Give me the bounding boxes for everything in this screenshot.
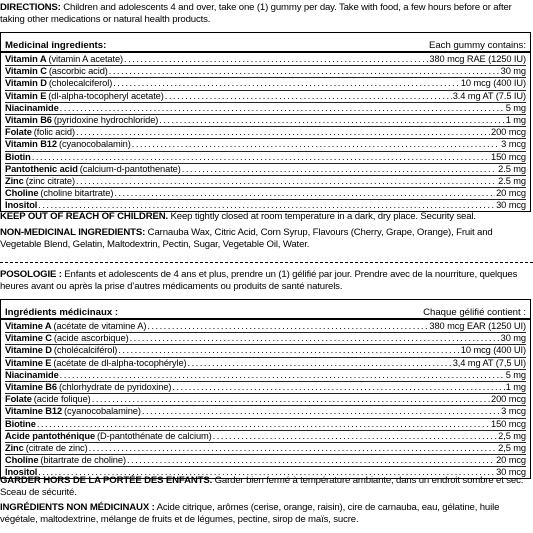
ingredient-name: Folate [5,127,32,138]
ingredient-row [5,115,526,127]
ingredient-amount: 3 mcg [501,139,526,150]
ingredient-name: Niacinamide [5,102,59,113]
leader-dots [172,382,504,393]
leader-dots [188,358,452,369]
ingredient-amount: 2.5 mg [498,163,526,174]
language-divider [0,262,533,263]
leader-dots [182,164,497,175]
ingredient-source: (acétate de dl-alpha-tocophéryle) [53,357,187,368]
leader-dots [32,152,490,163]
ingredient-name: Vitamin E [5,90,47,101]
ingredient-amount: 3,4 mg AT (7,5 UI) [452,357,526,368]
ingredient-row [5,333,526,345]
ingredient-amount: 380 mcg RAE (1250 IU) [429,54,526,64]
ingredient-name: Vitamin B6 [5,114,52,125]
ingredient-row [5,139,526,151]
leader-dots [76,176,497,187]
ingredient-amount: 380 mcg EAR (1250 UI) [429,321,526,331]
table-header-en [1,33,530,53]
ingredient-name: Vitamine B12 [5,406,63,417]
ingredient-amount: 10 mcg (400 IU) [460,78,526,89]
ingredient-source: (calcium-d-pantothenate) [79,163,181,174]
ingredient-name: Vitamine E [5,357,52,368]
ingredient-source: (acétate de vitamine A) [53,321,147,331]
leader-dots [132,139,500,150]
ingredient-source: (pyridoxine hydrochloride) [53,114,159,125]
ingredient-source: (cholecalciferol) [48,78,113,89]
ingredient-amount: 2,5 mg [498,442,526,453]
ingredient-row [5,54,526,66]
leader-dots [60,103,505,114]
ingredient-amount: 30 mg [500,66,526,77]
ingredient-name: Folate [5,394,32,405]
directions-fr [0,269,531,293]
directions-en [0,2,531,26]
ingredient-row [5,443,526,455]
leader-dots [124,54,428,65]
non-medicinal-en [0,227,531,251]
keep-label-fr: GARDER HORS DE LA PORTÉE DES ENFANTS. [0,475,213,486]
keep-text-en: Keep tightly closed at room temperature in a dark, dry place. Security seal. [168,211,476,222]
table-header-right-en: Each gummy contains: [428,40,526,51]
ingredient-source: (ascorbic acid) [48,66,108,77]
ingredient-source: (zinc citrate) [25,175,75,186]
ingredient-source: (D-pantothénate de calcium) [97,430,212,441]
ingredient-name: Choline [5,188,39,199]
ingredient-row [5,66,526,78]
leader-dots [38,200,495,211]
ingredient-row [5,103,526,115]
ingredient-row [5,419,526,431]
ingredient-row [5,321,526,333]
ingredient-amount: 1 mg [505,381,526,392]
ingredient-source: (chlorhydrate de pyridoxine) [58,381,172,392]
ingredient-name: Vitamin D [5,78,47,89]
ingredient-row [5,78,526,90]
medicinal-ingredients-table-en [0,32,531,212]
ingredient-row [5,370,526,382]
ingredient-name: Pantothenic acid [5,163,78,174]
ingredient-name: Vitamin C [5,66,47,77]
ingredient-amount: 10 mcg (400 UI) [460,345,526,356]
leader-dots [114,188,495,199]
ingredient-row [5,358,526,370]
leader-dots [92,394,490,405]
keep-label-en: KEEP OUT OF REACH OF CHILDREN. [0,211,169,222]
directions-label-en: DIRECTIONS: [0,2,61,13]
ingredient-row [5,394,526,406]
ingredient-amount: 20 mcg [496,188,526,199]
ingredient-amount: 30 mg [500,333,526,344]
ingredient-source: (acide folique) [33,394,91,405]
leader-dots [109,66,500,77]
leader-dots [37,419,490,430]
ingredient-row [5,345,526,357]
ingredient-amount: 200 mcg [491,394,526,405]
leader-dots [60,370,505,381]
ingredient-name: Inositol [5,200,38,211]
leader-dots [127,455,495,466]
leader-dots [165,91,452,102]
ingredient-source: (vitamin A acetate) [48,54,124,64]
ingredient-source: (folic acid) [33,127,75,138]
ingredient-amount: 150 mcg [491,418,526,429]
ingredient-row [5,406,526,418]
ingredient-source: (cholécalciférol) [53,345,118,356]
ingredient-name: Inositol [5,467,38,478]
ingredient-amount: 20 mcg [496,455,526,466]
non-medicinal-fr [0,502,531,526]
ingredient-row [5,91,526,103]
leader-dots [142,406,500,417]
directions-text-en: Children and adolescents 4 and over, take one (1) gummy per day. Take with food, a few hours before or after taking other medications or natural health products. [0,2,512,25]
ingredient-name: Zinc [5,175,24,186]
ingredient-name: Vitamine C [5,333,52,344]
ingredient-amount: 30 mcg [496,467,526,478]
ingredient-amount: 3.4 mg AT (7.5 IU) [452,90,526,101]
ingredient-source: (bitartrate de choline) [40,455,126,466]
ingredient-row [5,176,526,188]
ingredient-amount: 2,5 mg [498,430,526,441]
ingredient-row [5,200,526,211]
table-header-right-fr: Chaque gélifié contient : [423,307,526,318]
ingredient-name: Biotin [5,151,31,162]
ingredient-name: Vitamin B12 [5,139,57,150]
ingredient-row [5,382,526,394]
ingredient-name: Vitamine B6 [5,381,57,392]
nonmed-text-fr: Acide citrique, arômes (cerise, orange, raisin), cire de carnauba, eau, gélatine, huile végétale, maltodextrine, mélange de fruits et de légumes, pectine, sirop de maïs, sucre. [0,502,500,525]
ingredient-name: Acide pantothénique [5,430,96,441]
ingredient-name: Niacinamide [5,369,59,380]
keep-out-en [0,211,531,223]
leader-dots [130,333,500,344]
nonmed-text-en: Carnauba Wax, Citric Acid, Corn Syrup, Flavours (Cherry, Grape, Orange), Fruit and Vegetable Blend, Gelatin, Maltodextrin, Pectin, Sugar, Vegetable Oil, Water. [0,227,493,250]
ingredient-name: Biotine [5,418,36,429]
ingredient-amount: 5 mg [505,102,526,113]
ingredient-amount: 200 mcg [491,127,526,138]
leader-dots [147,321,428,332]
ingredient-rows-fr [1,320,530,478]
ingredient-name: Vitamine D [5,345,52,356]
ingredient-source: (cyanocobalamin) [58,139,131,150]
ingredient-amount: 150 mcg [491,151,526,162]
ingredient-name: Vitamine A [5,321,52,331]
ingredient-amount: 5 mg [505,369,526,380]
ingredient-amount: 3 mcg [501,406,526,417]
nonmed-label-fr: INGRÉDIENTS NON MÉDICINAUX : [0,502,155,513]
ingredient-source: (dl-alpha-tocopheryl acetate) [48,90,164,101]
table-header-left-fr: Ingrédients médicinaux : [5,307,119,318]
ingredient-amount: 1 mg [505,114,526,125]
leader-dots [76,127,490,138]
ingredient-row [5,455,526,467]
ingredient-name: Choline [5,455,39,466]
leader-dots [213,431,498,442]
ingredient-name: Zinc [5,442,24,453]
leader-dots [89,443,498,454]
ingredient-name: Vitamin A [5,54,47,64]
leader-dots [113,78,460,89]
directions-label-fr: POSOLOGIE : [0,269,62,280]
ingredient-amount: 30 mcg [496,200,526,211]
ingredient-source: (choline bitartrate) [40,188,114,199]
ingredient-row [5,127,526,139]
directions-text-fr: Enfants et adolescents de 4 ans et plus, prendre un (1) gélifié par jour. Prendre avec de la nourriture, quelques heures avant ou après la prise d’autres médicaments ou produits de santé naturels. [0,269,518,292]
keep-out-fr [0,475,531,499]
ingredient-source: (cyanocobalamine) [64,406,141,417]
ingredient-row [5,431,526,443]
ingredient-source: (citrate de zinc) [25,442,88,453]
keep-text-fr: Garder bien fermé à température ambiante, dans un endroit sombre et sec. Sceau de sécurité. [0,475,524,498]
nonmed-label-en: NON-MEDICINAL INGREDIENTS: [0,227,146,238]
medicinal-ingredients-table-fr [0,299,531,479]
leader-dots [159,115,504,126]
table-header-left-en: Medicinal ingredients: [5,40,107,51]
ingredient-row [5,188,526,200]
ingredient-amount: 2.5 mg [498,175,526,186]
ingredient-row [5,164,526,176]
table-header-fr [1,300,530,320]
leader-dots [118,345,460,356]
ingredient-row [5,152,526,164]
ingredient-rows-en [1,53,530,211]
ingredient-source: (acide ascorbique) [53,333,129,344]
